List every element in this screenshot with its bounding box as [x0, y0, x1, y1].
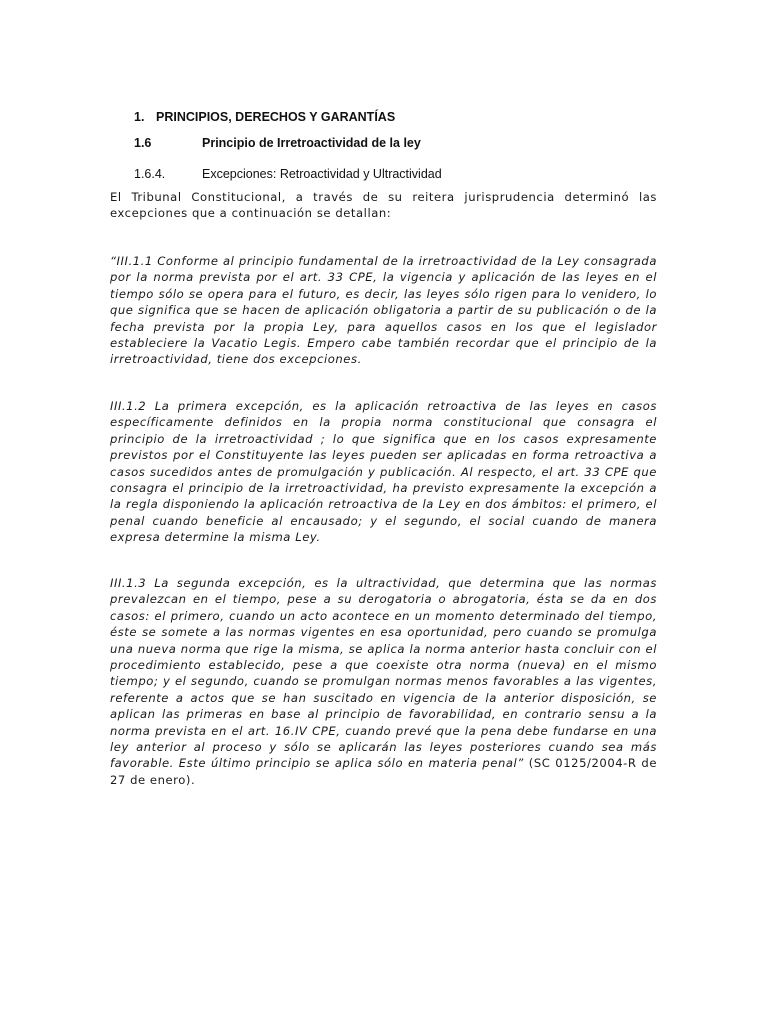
quote-3-text: III.1.3 La segunda excepción, es la ultractividad, que determina que las normas prevalezcan en el tiempo, pese a su derogatoria o abrogatoria, ésta se da en dos casos: el primero, cuando un acto acontece en un momento determinado del tiempo, éste se somete a las normas vigentes en esa oportunidad, pero cuando se promulga una nueva norma que rige la misma, se aplica la norma anterior hasta concluir con el procedimiento establecido, pese a que coexiste otra norma (nueva) en el mismo tiempo; y el segundo, cuando se promulgan normas menos favorables a las vigentes, referente a actos que se han suscitado en vigencia de la anterior disposición, se aplican las primeras en base al principio de favorabilidad, en contrario sensu a la norma prevista en el art. 16.IV CPE, cuando prevé que la pena debe fundarse en una ley anterior al proceso y sólo se aplicarán las leyes posteriores cuando sea más favorable. Este último principio se aplica sólo en materia penal” — [110, 576, 657, 771]
quote-3-citation: (SC 0125/2004-R de 27 de enero). — [110, 756, 657, 787]
quote-paragraph-2: III.1.2 La primera excepción, es la aplicación retroactiva de las leyes en casos específicamente definidos en la propia norma constitucional que consagra el principio de la irretroactividad ; lo que significa que en los casos expresamente previstos por el Constituyente las leyes pueden ser aplicadas en forma retroactiva a casos sucedidos antes de promulgación y publicación. Al respecto, el art. 33 CPE que consagra el principio de la irretroactividad, ha previsto expresamente la excepción a la regla disponiendo la aplicación retroactiva de la Ley en dos ámbitos: el primero, el penal cuando beneficie al encausado; y el segundo, el social cuando de manera expresa determine la misma Ley. — [110, 399, 657, 545]
heading-2-number: 1.6 — [134, 136, 152, 150]
heading-3-number: 1.6.4. — [134, 167, 166, 181]
section-heading-2 — [134, 136, 421, 150]
heading-2-text: Principio de Irretroactividad de la ley — [202, 136, 421, 150]
quote-paragraph-1: “III.1.1 Conforme al principio fundamental de la irretroactividad de la Ley consagrada por la norma prevista por el art. 33 CPE, la vigencia y aplicación de las leyes en el tiempo sólo se opera para el futuro, es decir, las leyes sólo rigen para lo venidero, lo que significa que se hacen de aplicación obligatoria a partir de su publicación o de la fecha prevista por la propia Ley, para aquellos casos en los que el legislador estableciere la Vacatio Legis. Empero cabe también recordar que el principio de la irretroactividad, tiene dos excepciones. — [110, 254, 657, 367]
heading-1-number: 1. — [134, 110, 145, 124]
intro-paragraph: El Tribunal Constitucional, a través de su reitera jurisprudencia determinó las excepciones que a continuación se detallan: — [110, 190, 657, 221]
quote-paragraph-3 — [110, 575, 657, 788]
section-heading-1 — [134, 110, 395, 124]
heading-3-text: Excepciones: Retroactividad y Ultractividad — [202, 167, 442, 181]
heading-1-text: PRINCIPIOS, DERECHOS Y GARANTÍAS — [156, 110, 396, 124]
section-heading-3 — [134, 167, 442, 181]
